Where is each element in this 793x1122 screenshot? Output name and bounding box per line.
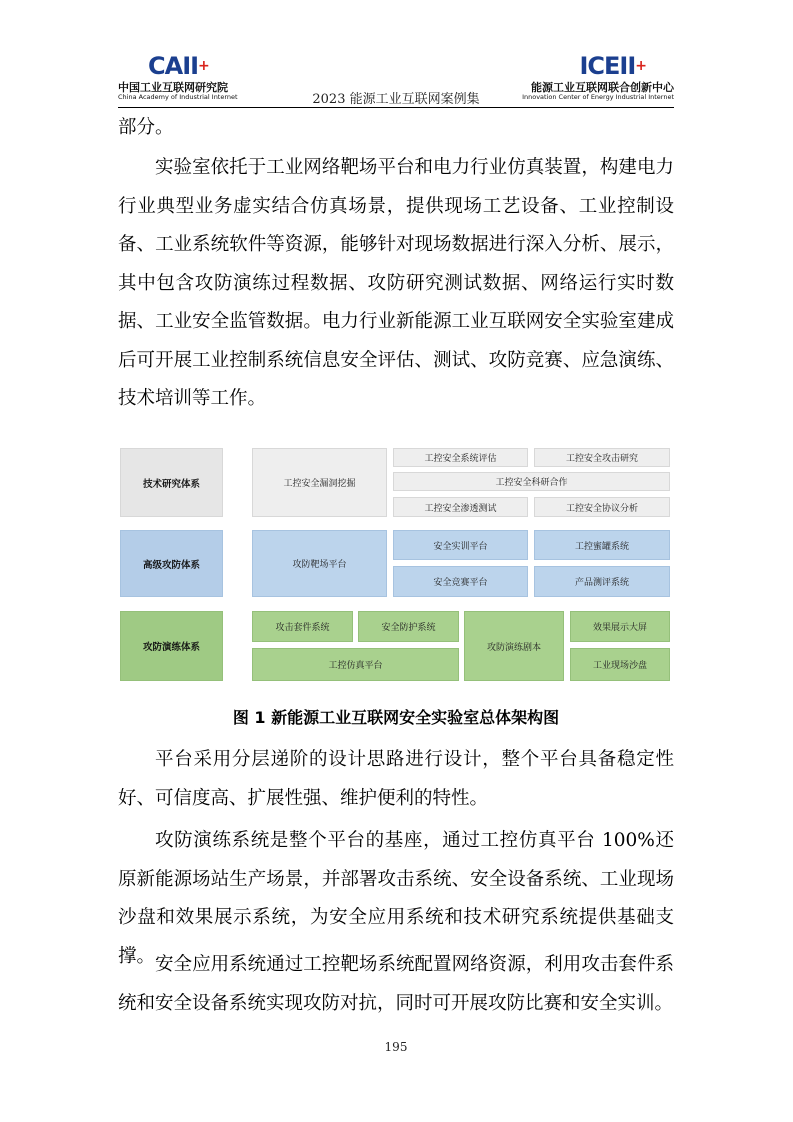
sand-table-box: 工业现场沙盘 — [570, 648, 670, 681]
caii-logo-mark: CAII — [148, 52, 199, 80]
vuln-mining-box: 工控安全漏洞挖掘 — [252, 448, 387, 517]
advanced-defense-label: 高级攻防体系 — [120, 530, 223, 597]
competition-platform-box: 安全竞赛平台 — [393, 566, 528, 597]
paragraph-lab-intro: 实验室依托于工业网络靶场平台和电力行业仿真装置，构建电力行业典型业务虚实结合仿真场景，提供现场工艺设备、工业控制设备、工业系统软件等资源，能够针对现场数据进行深入分析、展示，其中包含攻防演练过程数据、攻防研究测试数据、网络运行实时数据、工业安全监管数据。电力行业新能源工业互联网安全实验室建成后可开展工业控制系统信息安全评估、测试、攻防竞赛、应急演练、技术培训等工作。 — [118, 157, 674, 409]
protocol-analysis-box: 工控安全协议分析 — [534, 497, 670, 517]
architecture-diagram — [118, 448, 674, 683]
page-header — [118, 50, 674, 106]
ics-simulation-box: 工控仿真平台 — [252, 648, 459, 681]
training-platform-box: 安全实训平台 — [393, 530, 528, 560]
system-assessment-box: 工控安全系统评估 — [393, 448, 528, 467]
drill-system-label: 攻防演练体系 — [120, 611, 223, 681]
caii-name-en: China Academy of Industrial Internet — [118, 93, 238, 101]
honeypot-box: 工控蜜罐系统 — [534, 530, 670, 560]
paragraph-security-app: 安全应用系统通过工控靶场系统配置网络资源，利用攻击套件系统和安全设备系统实现攻防对抗，同时可开展攻防比赛和安全实训。 — [118, 954, 674, 1014]
header-title: 2023 能源工业互联网案例集 — [312, 92, 480, 107]
attack-kit-box: 攻击套件系统 — [252, 611, 353, 642]
iceii-logo — [522, 50, 674, 102]
range-platform-box: 攻防靶场平台 — [252, 530, 387, 597]
drill-script-box: 攻防演练剧本 — [464, 611, 564, 681]
display-screen-box: 效果展示大屏 — [570, 611, 670, 642]
paragraph-continuation: 部分。 — [118, 117, 174, 138]
product-eval-box: 产品测评系统 — [534, 566, 670, 597]
research-coop-box: 工控安全科研合作 — [393, 472, 670, 491]
caii-logo-plus: + — [198, 58, 209, 74]
iceii-name-en: Innovation Center of Energy Industrial Internet — [522, 93, 674, 101]
pentest-box: 工控安全渗透测试 — [393, 497, 528, 517]
iceii-name-cn: 能源工业互联网联合创新中心 — [531, 81, 674, 94]
attack-research-box: 工控安全攻击研究 — [534, 448, 670, 467]
caii-name-cn: 中国工业互联网研究院 — [118, 81, 228, 94]
iceii-logo-mark: ICEII — [579, 52, 636, 80]
header-divider — [118, 107, 674, 108]
page-number: 195 — [384, 1040, 408, 1054]
iceii-logo-plus: + — [635, 58, 646, 74]
tech-research-label: 技术研究体系 — [120, 448, 223, 517]
protection-system-box: 安全防护系统 — [358, 611, 459, 642]
figure-caption: 图 1 新能源工业互联网安全实验室总体架构图 — [232, 708, 560, 727]
paragraph-drill-system: 攻防演练系统是整个平台的基座，通过工控仿真平台 100%还原新能源场站生产场景，并部署攻击系统、安全设备系统、工业现场沙盘和效果展示系统，为安全应用系统和技术研究系统提供基础支撑。 — [118, 830, 674, 967]
paragraph-design: 平台采用分层递阶的设计思路进行设计，整个平台具备稳定性好、可信度高、扩展性强、维护便利的特性。 — [118, 749, 674, 809]
